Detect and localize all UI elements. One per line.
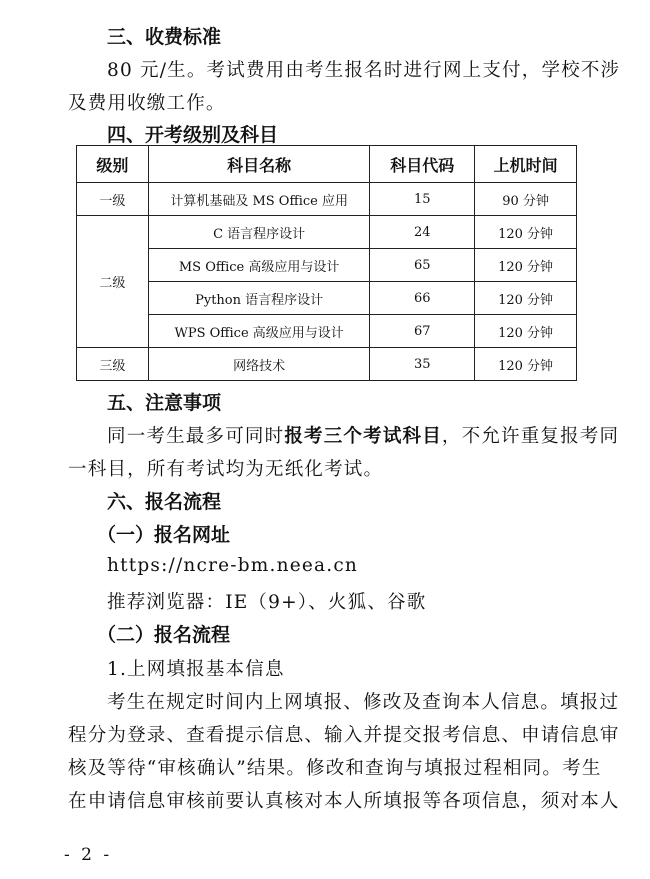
subject-code-cell: 24 bbox=[370, 216, 475, 249]
header-subject-name: 科目名称 bbox=[148, 146, 370, 183]
subject-code-cell: 15 bbox=[370, 183, 475, 216]
table-row bbox=[77, 249, 577, 282]
subject-code-cell: 66 bbox=[370, 282, 475, 315]
notes-text-pre: 同一考生最多可同时 bbox=[107, 426, 285, 447]
table-row bbox=[77, 282, 577, 315]
table-row bbox=[77, 216, 577, 249]
header-level: 级别 bbox=[77, 146, 149, 183]
notes-text-post: ，不允许重复报考同 bbox=[441, 426, 620, 447]
duration-cell: 120 分钟 bbox=[475, 216, 577, 249]
step-1-title: 1.上网填报基本信息 bbox=[107, 659, 285, 680]
duration-cell: 120 分钟 bbox=[475, 315, 577, 348]
page-number: - 2 - bbox=[64, 845, 113, 865]
notes-paragraph-line-2: 一科目，所有考试均为无纸化考试。 bbox=[68, 459, 384, 480]
subheading-registration-process: （二）报名流程 bbox=[97, 624, 231, 646]
process-paragraph-line-4: 在申请信息审核前要认真核对本人所填报等各项信息，须对本人 bbox=[68, 791, 620, 812]
subheading-registration-url: （一）报名网址 bbox=[97, 524, 231, 546]
level-cell: 一级 bbox=[77, 183, 149, 216]
section-heading-subjects: 四、开考级别及科目 bbox=[107, 124, 279, 146]
process-paragraph-line-1: 考生在规定时间内上网填报、修改及查询本人信息。填报过 bbox=[107, 692, 620, 713]
table-row bbox=[77, 183, 577, 216]
section-heading-registration: 六、报名流程 bbox=[107, 491, 222, 513]
subject-code-cell: 67 bbox=[370, 315, 475, 348]
recommended-browsers: 推荐浏览器：IE（9+）、火狐、谷歌 bbox=[107, 592, 427, 613]
registration-url-link[interactable]: https://ncre-bm.neea.cn bbox=[107, 555, 359, 576]
subjects-table bbox=[76, 145, 577, 381]
notes-text-emphasis: 报考三个考试科目 bbox=[284, 426, 442, 447]
subject-name-cell: C 语言程序设计 bbox=[148, 216, 370, 249]
level-cell: 三级 bbox=[77, 348, 149, 381]
process-paragraph-line-2: 程分为登录、查看提示信息、输入并提交报考信息、申请信息审 bbox=[68, 725, 620, 746]
subject-code-cell: 35 bbox=[370, 348, 475, 381]
fees-paragraph-line-1: 80 元/生。考试费用由考生报名时进行网上支付，学校不涉 bbox=[107, 60, 621, 81]
section-heading-fees: 三、收费标准 bbox=[107, 26, 222, 48]
subject-name-cell: Python 语言程序设计 bbox=[148, 282, 370, 315]
fees-paragraph-line-2: 及费用收缴工作。 bbox=[68, 93, 226, 114]
table-row bbox=[77, 315, 577, 348]
subject-name-cell: MS Office 高级应用与设计 bbox=[148, 249, 370, 282]
table-header-row bbox=[77, 146, 577, 183]
duration-cell: 120 分钟 bbox=[475, 282, 577, 315]
duration-cell: 120 分钟 bbox=[475, 249, 577, 282]
notes-paragraph-line-1 bbox=[107, 422, 619, 448]
section-heading-notes: 五、注意事项 bbox=[107, 392, 222, 414]
duration-cell: 90 分钟 bbox=[475, 183, 577, 216]
process-paragraph-line-3: 核及等待“审核确认”结果。修改和查询与填报过程相同。考生 bbox=[68, 758, 602, 779]
duration-cell: 120 分钟 bbox=[475, 348, 577, 381]
subject-name-cell: WPS Office 高级应用与设计 bbox=[148, 315, 370, 348]
subject-name-cell: 计算机基础及 MS Office 应用 bbox=[148, 183, 370, 216]
subject-code-cell: 65 bbox=[370, 249, 475, 282]
level-cell: 二级 bbox=[77, 216, 149, 348]
header-exam-duration: 上机时间 bbox=[475, 146, 577, 183]
header-subject-code: 科目代码 bbox=[370, 146, 475, 183]
table-row bbox=[77, 348, 577, 381]
subject-name-cell: 网络技术 bbox=[148, 348, 370, 381]
